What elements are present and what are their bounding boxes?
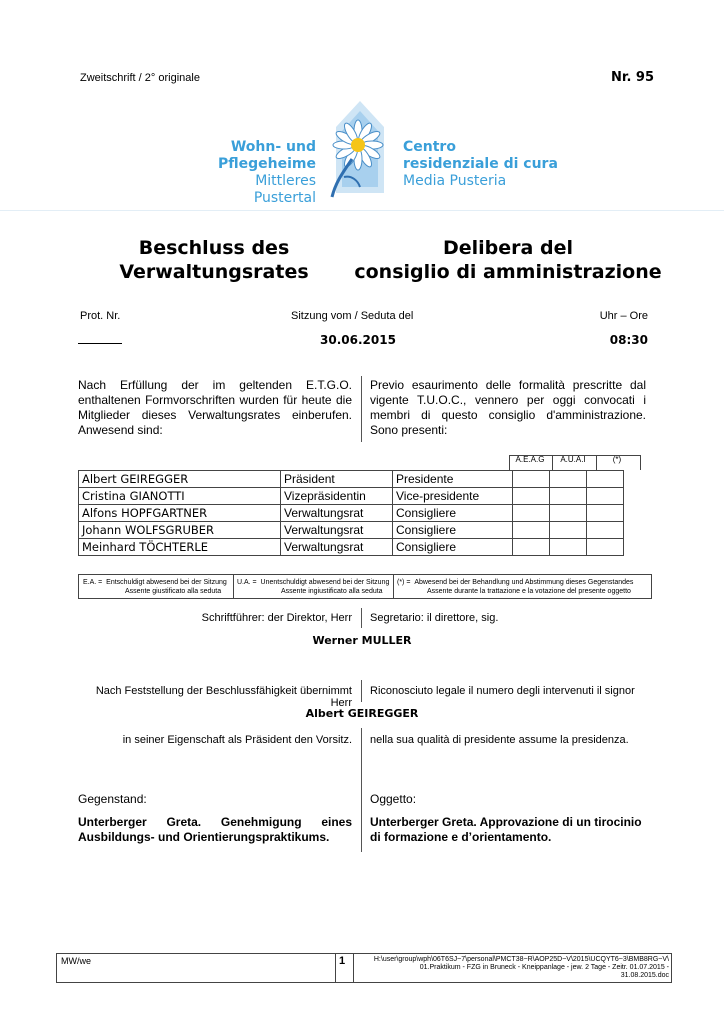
subject-label-german: Gegenstand: bbox=[78, 792, 147, 806]
chair-name: Albert GEIREGGER bbox=[305, 707, 419, 720]
quorum-german: Nach Feststellung der Beschlussfähigkeit übernimmt Herr bbox=[95, 685, 352, 709]
column-divider bbox=[361, 376, 362, 442]
attendance-table bbox=[78, 470, 624, 556]
title-it-line2: consiglio di amministrazione bbox=[354, 261, 662, 283]
cell-auai bbox=[550, 505, 587, 522]
intro-italian: Previo esaurimento delle formalità prescritte dal vigente T.U.O.C., vennero per oggi convocati i membri di questo consiglio d'amministrazione. Sono presenti: bbox=[370, 378, 646, 437]
title-italian bbox=[350, 236, 666, 284]
subject-label-italian: Oggetto: bbox=[370, 792, 417, 806]
cell-auai bbox=[550, 471, 587, 488]
member-role-de: Verwaltungsrat bbox=[281, 539, 393, 556]
footer-initials: MW/we bbox=[61, 956, 91, 966]
title-de-line2: Verwaltungsrates bbox=[119, 261, 309, 283]
cell-aeag bbox=[513, 539, 550, 556]
footer-page-number: 1 bbox=[339, 955, 346, 967]
subject-italian: Unterberger Greta. Approvazione di un tirocinio di formazione e d’orientamento. bbox=[370, 815, 642, 844]
cell-star bbox=[587, 539, 624, 556]
attendance-header-box bbox=[509, 455, 641, 470]
footer-path-line3: 31.08.2015.doc bbox=[620, 972, 669, 979]
session-label: Sitzung vom / Seduta del bbox=[291, 310, 414, 322]
session-date: 30.06.2015 bbox=[320, 333, 396, 347]
member-role-de: Präsident bbox=[281, 471, 393, 488]
legend-ea-de: Entschuldigt abwesend bei der Sitzung bbox=[106, 579, 227, 586]
legend-ea bbox=[83, 578, 227, 596]
legend-ua bbox=[237, 578, 389, 596]
member-role-it: Consigliere bbox=[393, 539, 513, 556]
time-label: Uhr – Ore bbox=[599, 310, 648, 322]
table-row bbox=[79, 505, 624, 522]
footer-path-line2: 01.Praktikum - FZG in Bruneck - Kneippanlage - jew. 2 Tage - Zeitr. 01.07.2015 - bbox=[419, 964, 669, 971]
prot-label: Prot. Nr. bbox=[80, 310, 121, 322]
cell-aeag bbox=[513, 505, 550, 522]
legend-star bbox=[397, 578, 633, 596]
legend-ea-it: Assente giustificato alla seduta bbox=[125, 588, 222, 595]
cell-aeag bbox=[513, 471, 550, 488]
legend-ea-key: E.A. = bbox=[83, 579, 103, 586]
table-row bbox=[79, 539, 624, 556]
table-row bbox=[79, 522, 624, 539]
cell-star bbox=[587, 505, 624, 522]
attendance-legend bbox=[78, 574, 652, 599]
prot-number-blank bbox=[78, 343, 122, 344]
cell-auai bbox=[550, 539, 587, 556]
member-name: Albert GEIREGGER bbox=[79, 471, 281, 488]
member-role-de: Vizepräsidentin bbox=[281, 488, 393, 505]
logo-text-italian bbox=[403, 139, 563, 190]
cell-aeag bbox=[513, 522, 550, 539]
member-name: Johann WOLFSGRUBER bbox=[79, 522, 281, 539]
logo-text-german bbox=[190, 139, 316, 207]
logo-left-line1: Wohn- und bbox=[230, 139, 316, 155]
legend-star-it: Assente durante la trattazione e la votazione del presente oggetto bbox=[427, 588, 631, 595]
chair-german: in seiner Eigenschaft als Präsident den Vorsitz. bbox=[122, 734, 352, 746]
logo-left-line3: Mittleres Pustertal bbox=[253, 173, 316, 206]
legend-star-de: Abwesend bei der Behandlung und Abstimmung dieses Gegenstandes bbox=[414, 579, 634, 586]
daisy-logo-icon bbox=[322, 97, 398, 202]
footer-path-line1: H:\user\group\wph\06T6SJ~7\personal\PMCT38~R\AOP25D~V\2015\UCQYT6~3\BMB8RG~V\ bbox=[373, 956, 669, 963]
member-role-it: Consigliere bbox=[393, 522, 513, 539]
table-row bbox=[79, 488, 624, 505]
member-role-de: Verwaltungsrat bbox=[281, 522, 393, 539]
chair-italian: nella sua qualità di presidente assume la presidenza. bbox=[370, 734, 629, 746]
secretary-german: Schriftführer: der Direktor, Herr bbox=[201, 612, 352, 624]
quorum-italian: Riconosciuto legale il numero degli intervenuti il signor bbox=[370, 685, 635, 697]
document-footer bbox=[56, 953, 672, 983]
copy-label: Zweitschrift / 2° originale bbox=[80, 72, 200, 84]
session-time: 08:30 bbox=[609, 333, 648, 347]
logo-right-line3: Media Pusteria bbox=[403, 173, 507, 189]
legend-star-key: (*) = bbox=[397, 579, 411, 586]
secretary-name: Werner MULLER bbox=[312, 634, 412, 647]
header-auai: A.U.A.I bbox=[560, 455, 586, 464]
header-star: (*) bbox=[612, 455, 622, 464]
footer-file-path bbox=[357, 956, 669, 980]
header-divider bbox=[0, 210, 724, 211]
logo-left-line2: Pflegeheime bbox=[218, 156, 316, 172]
title-it-line1: Delibera del bbox=[443, 237, 573, 259]
subject-german: Unterberger Greta. Genehmigung eines Ausbildungs- und Orientierungspraktikums. bbox=[78, 815, 352, 844]
cell-star bbox=[587, 522, 624, 539]
cell-auai bbox=[550, 488, 587, 505]
member-name: Meinhard TÖCHTERLE bbox=[79, 539, 281, 556]
logo-right-line2: residenziale di cura bbox=[403, 156, 558, 172]
cell-auai bbox=[550, 522, 587, 539]
cell-aeag bbox=[513, 488, 550, 505]
cell-star bbox=[587, 488, 624, 505]
member-name: Cristina GIANOTTI bbox=[79, 488, 281, 505]
title-german bbox=[100, 236, 328, 284]
member-role-it: Consigliere bbox=[393, 505, 513, 522]
secretary-italian: Segretario: il direttore, sig. bbox=[370, 612, 499, 624]
title-de-line1: Beschluss des bbox=[138, 237, 290, 259]
document-number: Nr. 95 bbox=[611, 70, 654, 85]
header-aeag: A.E.A.G bbox=[515, 455, 545, 464]
member-role-de: Verwaltungsrat bbox=[281, 505, 393, 522]
intro-german: Nach Erfüllung der im geltenden E.T.G.O. enthaltenen Formvorschriften wurden für heute die Mitglieder dieses Verwaltungsrates einberufen. Anwesend sind: bbox=[78, 378, 352, 437]
legend-ua-it: Assente ingiustificato alla seduta bbox=[281, 588, 383, 595]
member-role-it: Vice-presidente bbox=[393, 488, 513, 505]
member-name: Alfons HOPFGARTNER bbox=[79, 505, 281, 522]
member-role-it: Presidente bbox=[393, 471, 513, 488]
table-row bbox=[79, 471, 624, 488]
legend-ua-key: U.A. = bbox=[237, 579, 257, 586]
legend-ua-de: Unentschuldigt abwesend bei der Sitzung bbox=[260, 579, 390, 586]
logo-right-line1: Centro bbox=[403, 139, 456, 155]
cell-star bbox=[587, 471, 624, 488]
